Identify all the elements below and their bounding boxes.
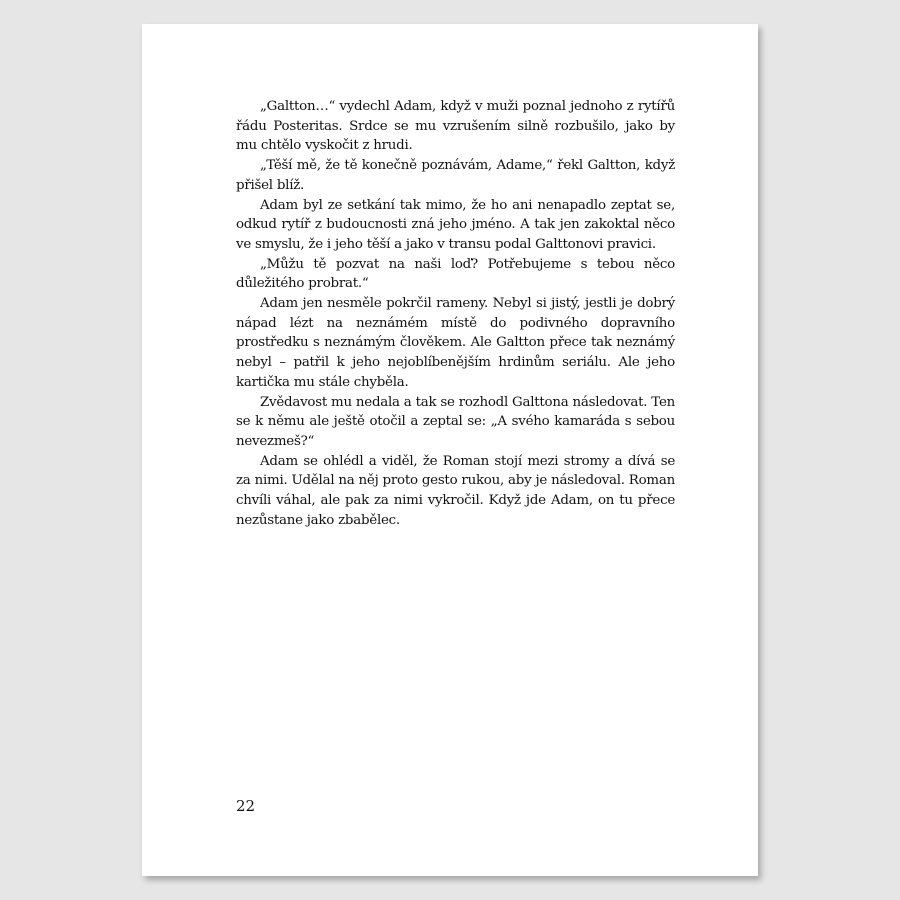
paragraph-5: Adam jen nesměle pokrčil rameny. Nebyl si jistý, jestli je dobrý nápad lézt na neznámém místě do podivného dopravního prostředku s neznámým člověkem. Ale Galtton přece tak neznámý nebyl – patřil k jeho nejoblíbenějším hrdinům seriálu. Ale jeho kartička mu stále chyběla. [236, 296, 675, 390]
paragraph-2: „Těší mě, že tě konečně poznávám, Adame,“ řekl Galtton, když přišel blíž. [236, 158, 675, 193]
body-text [236, 97, 675, 530]
paragraph-3: Adam byl ze setkání tak mimo, že ho ani nenapadlo zeptat se, odkud rytíř z budoucnosti zná jeho jméno. A tak jen zakoktal něco ve smyslu, že i jeho těší a jako v transu podal Galttonovi pravici. [236, 197, 675, 252]
paragraph-6: Zvědavost mu nedala a tak se rozhodl Galttona následovat. Ten se k němu ale ještě otočil a zeptal se: „A svého kamaráda s sebou nevezmeš?“ [236, 394, 675, 449]
paragraph-7: Adam se ohlédl a viděl, že Roman stojí mezi stromy a dívá se za nimi. Udělal na něj proto gesto rukou, aby je následoval. Roman chvíli váhal, ale pak za nimi vykročil. Když jde Adam, on tu přece nezůstane jako zbabělec. [236, 453, 675, 528]
paragraph-4: „Můžu tě pozvat na naši loď? Potřebujeme s tebou něco důležitého probrat.“ [236, 256, 675, 292]
paragraph-1: „Galtton…“ vydechl Adam, když v muži poznal jednoho z rytířů řádu Posteritas. Srdce se mu vzrušením silně rozbušilo, jako by mu chtělo vyskočit z hrudi. [236, 99, 675, 154]
book-page [142, 24, 758, 876]
page-number: 22 [236, 797, 256, 815]
